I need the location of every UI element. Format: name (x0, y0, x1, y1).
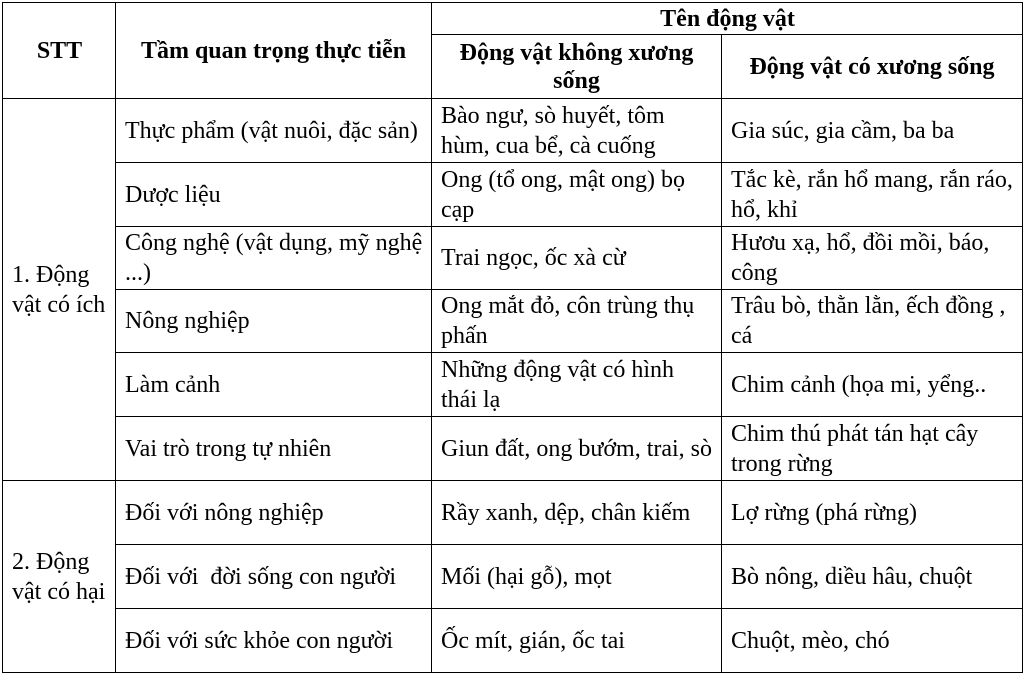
cell-invertebrate: Rầy xanh, dệp, chân kiếm (432, 481, 722, 545)
table-row (3, 417, 1023, 481)
header-importance: Tầm quan trọng thực tiễn (116, 3, 432, 99)
table-row (3, 481, 1023, 545)
table-row (3, 227, 1023, 290)
cell-invertebrate: Ong mắt đỏ, côn trùng thụ phấn (432, 290, 722, 353)
cell-vertebrate: Tắc kè, rắn hổ mang, rắn ráo, hổ, khỉ (722, 163, 1023, 227)
cell-importance: Đối với sức khỏe con người (116, 609, 432, 673)
cell-vertebrate: Chim cảnh (họa mi, yểng.. (722, 353, 1023, 417)
header-invertebrate: Động vật không xương sống (432, 35, 722, 99)
cell-importance: Đối với nông nghiệp (116, 481, 432, 545)
cell-vertebrate: Chim thú phát tán hạt cây trong rừng (722, 417, 1023, 481)
table-row (3, 290, 1023, 353)
table-row (3, 99, 1023, 163)
cell-importance: Nông nghiệp (116, 290, 432, 353)
cell-invertebrate: Ốc mít, gián, ốc tai (432, 609, 722, 673)
cell-vertebrate: Hươu xạ, hổ, đồi mồi, báo, công (722, 227, 1023, 290)
cell-invertebrate: Những động vật có hình thái lạ (432, 353, 722, 417)
header-stt: STT (3, 3, 116, 99)
cell-invertebrate: Trai ngọc, ốc xà cừ (432, 227, 722, 290)
table-row (3, 353, 1023, 417)
cell-importance: Công nghệ (vật dụng, mỹ nghệ ...) (116, 227, 432, 290)
animal-importance-table (2, 2, 1023, 673)
cell-vertebrate: Gia súc, gia cầm, ba ba (722, 99, 1023, 163)
cell-invertebrate: Ong (tổ ong, mật ong) bọ cạp (432, 163, 722, 227)
table-row (3, 609, 1023, 673)
table-row (3, 163, 1023, 227)
cell-vertebrate: Trâu bò, thằn lằn, ếch đồng , cá (722, 290, 1023, 353)
cell-importance: Đối với đời sống con người (116, 545, 432, 609)
cell-importance: Dược liệu (116, 163, 432, 227)
cell-invertebrate: Mối (hại gỗ), mọt (432, 545, 722, 609)
cell-invertebrate: Giun đất, ong bướm, trai, sò (432, 417, 722, 481)
header-row-top (3, 3, 1023, 35)
group-label-harmful: 2. Động vật có hại (3, 481, 116, 673)
table-row (3, 545, 1023, 609)
cell-vertebrate: Lợ rừng (phá rừng) (722, 481, 1023, 545)
cell-vertebrate: Bò nông, diều hâu, chuột (722, 545, 1023, 609)
cell-vertebrate: Chuột, mèo, chó (722, 609, 1023, 673)
group-label-useful: 1. Động vật có ích (3, 99, 116, 481)
header-animal-name: Tên động vật (432, 3, 1023, 35)
cell-importance: Vai trò trong tự nhiên (116, 417, 432, 481)
cell-importance: Thực phẩm (vật nuôi, đặc sản) (116, 99, 432, 163)
cell-invertebrate: Bào ngư, sò huyết, tôm hùm, cua bể, cà cuống (432, 99, 722, 163)
cell-importance: Làm cảnh (116, 353, 432, 417)
header-vertebrate: Động vật có xương sống (722, 35, 1023, 99)
